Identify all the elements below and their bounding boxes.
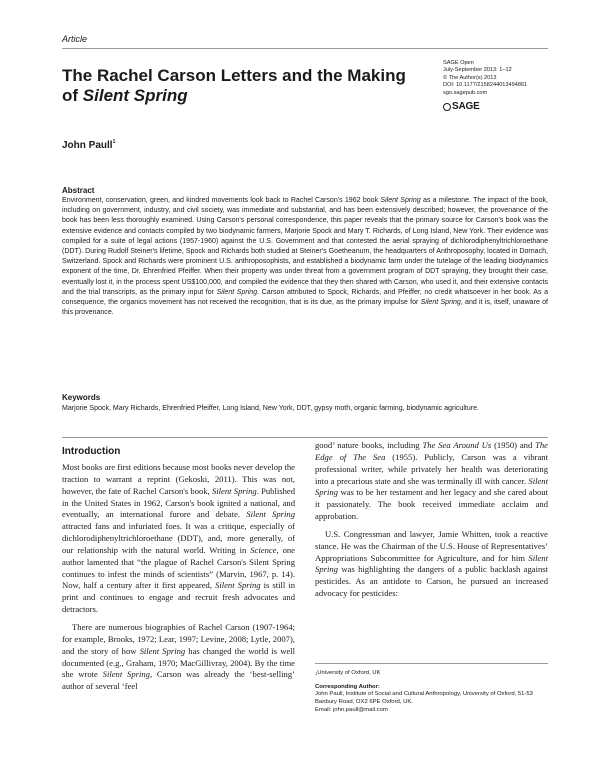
- corresponding-author-heading: Corresponding Author:: [315, 683, 380, 690]
- sage-logo-icon: [443, 103, 451, 111]
- footnotes: [315, 670, 548, 715]
- journal-copyright: © The Author(s) 2013: [443, 74, 497, 81]
- author-name: John Paull: [62, 140, 113, 151]
- journal-name: SAGE Open: [443, 60, 474, 66]
- footnote-divider: [315, 663, 548, 664]
- section-divider: [62, 437, 548, 438]
- journal-issue: July-September 2013: 1–12: [443, 67, 512, 74]
- corresponding-author-address: John Paull, Institute of Social and Cultural Anthropology, University of Oxford, 51-53 Banbury Road, OX2 6PE Oxford, UK.: [315, 691, 533, 706]
- journal-url[interactable]: sgo.sagepub.com: [443, 89, 488, 96]
- journal-info: [443, 60, 563, 97]
- body-column-right: [315, 440, 548, 600]
- body-paragraph: U.S. Congressman and lawyer, Jamie Whitten, took a reactive stance. He was the Chairman of the U.S. House of Representatives’ Appropriations Subcommittee for Agriculture, and for him Silent Spring was highlighting the dangers of a public backlash against pesticides. As an antidote to Carson, he pursued an increased advocacy for pesticides:: [315, 528, 548, 599]
- body-paragraph: Most books are first editions because most books never develop the traction to warrant a reprint (Gekoski, 2011). This was not, however, the fate of Rachel Carson's book, Silent Spring. Published in the United States in 1962, Carson's book ignited a national, and eventually, an international furore and debate. Silent Spring attracted fans and infuriated foes. It was a critique, especially of dichlorodiphenyltrichloroethane (DDT), and, more generally, of our relationship with the natural world. Writing in Science, one author lamented that “the plague of Rachel Carson's Silent Spring continues to infest the minds of scientists” (Marvin, 1967, p. 14). Now, half a century after it first appeared, Silent Spring is still in print and continues to engage and recruit fresh advocates and detractors.: [62, 462, 296, 615]
- abstract-text: [62, 196, 548, 318]
- introduction-heading: Introduction: [62, 446, 121, 457]
- article-section-label: Article: [62, 34, 88, 44]
- abstract-segment: , and it is, itself, unaware of this provenance.: [62, 299, 548, 317]
- body-paragraph: There are numerous biographies of Rachel Carson (1907-1964; for example, Brooks, 1972; Lear, 1997; Levine, 2008; Lytle, 2007), and the story of how Silent Spring has changed the world is well documented (e.g., Graham, 1970; MacGillivray, 2004). By the time she wrote Silent Spring, Carson was already the ‘best-selling’ author of several ‘feel: [62, 621, 296, 692]
- affiliation-text: University of Oxford, UK: [317, 670, 381, 676]
- abstract-book-title: Silent Spring: [420, 299, 461, 307]
- journal-doi[interactable]: DOI: 10.1177/2158244013494861: [443, 82, 528, 89]
- author-affiliation-mark: 1: [112, 139, 116, 145]
- sage-logo-text: SAGE: [452, 101, 480, 112]
- body-paragraph: good’ nature books, including The Sea Around Us (1950) and The Edge of The Sea (1955). Publicly, Carson was a vibrant professional writer, while privately her health was deteriorating into a precarious state and she was terminally ill with cancer. Silent Spring was to be her testament and her legacy and she cared about it passionately. The book received immediate acclaim and approbation.: [315, 440, 548, 522]
- keywords-text: Marjorie Spock, Mary Richards, Ehrenfried Pfeiffer, Long Island, New York, DDT, gypsy moth, organic farming, biodynamic agriculture.: [62, 405, 479, 412]
- abstract-segment: . Carson attributed to Spock, Richards, and Pfeiffer, no credit whatsoever in her book. As a consequence, the organics movement has not received the recognition, that is its due, as the primary impulse for: [62, 288, 548, 307]
- abstract-segment: as a milestone. The impact of the book, including on government, industry, and civil society, was immediate and substantial, and has been extensively described; however, the provenance of the book has been less thoroughly examined. Using Carson's personal correspondence, this paper reveals that the primary source for Carson's book was the extensive evidence and contacts compiled by two biodynamic farmers, Marjorie Spock and Mary T. Richards, of Long Island, New York. Their evidence was compiled for a suite of legal actions (1957-1960) against the U.S. Government and that contested the aerial spraying of dichlorodiphenyltrichloroethane (DDT). During Rudolf Steiner's lifetime, Spock and Richards both studied at Steiner's Goetheanum, the headquarters of Anthroposophy, located in Dornach, Switzerland. Spock and Richards were prominent U.S. anthroposophists, and established a biodynamic farm under the tutelage of the leading biodynamics exponent of the time, Dr. Ehrenfried Pfeiffer. When their property was under threat from a government program of DDT spraying, they brought their case, eventually lost it, in the process spent US$100,000, and compiled the evidence that they then shared with Carson, who used it, and their extensive contacts and the trial transcripts, as the primary input for: [62, 197, 548, 296]
- paper-title: [62, 66, 412, 106]
- affiliation-mark: 1: [315, 671, 318, 676]
- abstract-segment: Environment, conservation, green, and kindred movements look back to Rachel Carson's 1962 book: [62, 197, 381, 204]
- corresponding-author-email[interactable]: Email: john.paull@mail.com: [315, 706, 388, 713]
- abstract-book-title: Silent Spring: [216, 288, 258, 296]
- abstract-heading: Abstract: [62, 186, 95, 195]
- title-text: The Rachel Carson Letters and the Making of: [62, 66, 406, 105]
- keywords-heading: Keywords: [62, 393, 101, 402]
- author-line: [62, 140, 115, 151]
- abstract-book-title: Silent Spring: [380, 197, 421, 204]
- sage-logo: [443, 101, 480, 112]
- top-divider: [62, 48, 548, 49]
- body-column-left: [62, 462, 295, 693]
- title-italic-text: Silent Spring: [82, 86, 188, 105]
- affiliation-note: [315, 670, 548, 678]
